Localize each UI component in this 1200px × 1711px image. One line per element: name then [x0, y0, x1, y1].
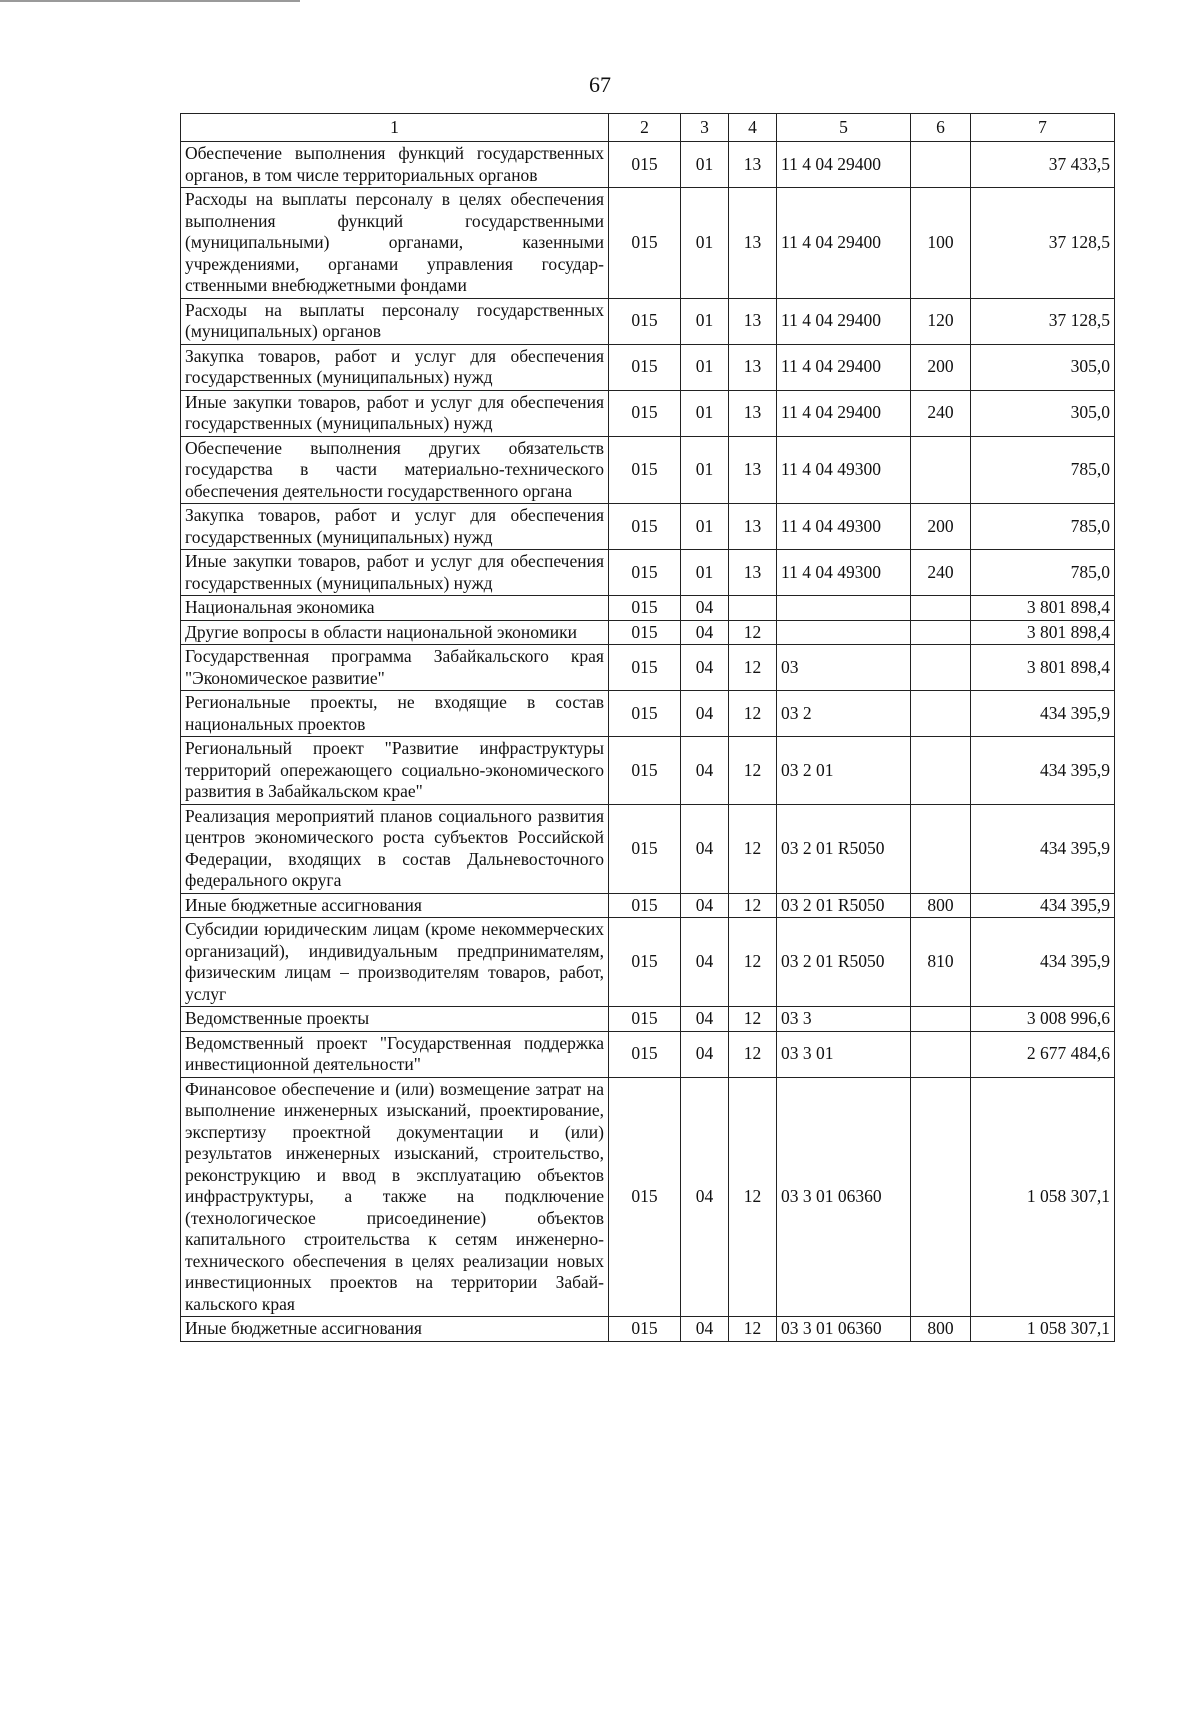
section-code-cell: 04	[681, 1031, 729, 1077]
expense-type-cell: 100	[911, 188, 971, 299]
subsection-code-cell: 13	[729, 298, 777, 344]
subsection-code-cell: 12	[729, 918, 777, 1007]
amount-cell: 2 677 484,6	[971, 1031, 1115, 1077]
expense-type-cell	[911, 645, 971, 691]
expense-name-cell: Региональные проекты, не входящие в состав национальных проектов	[181, 691, 609, 737]
table-row	[181, 436, 1115, 504]
section-code-cell: 04	[681, 1077, 729, 1317]
section-code-cell: 04	[681, 1007, 729, 1032]
expense-type-cell: 120	[911, 298, 971, 344]
table-row	[181, 645, 1115, 691]
expense-name-cell: Реализация мероприятий планов социального развития центров экономического роста субъектов Российской Федерации, входящих в состав Дальневосточного федерального округа	[181, 804, 609, 893]
subsection-code-cell: 12	[729, 691, 777, 737]
header-cell: 7	[971, 114, 1115, 142]
admin-code-cell: 015	[609, 390, 681, 436]
amount-cell: 434 395,9	[971, 737, 1115, 805]
target-article-cell	[777, 596, 911, 621]
expense-type-cell: 200	[911, 344, 971, 390]
admin-code-cell: 015	[609, 645, 681, 691]
expense-name-cell: Финансовое обеспечение и (или) возмещение затрат на выполнение инженерных изысканий, проектирование, экспертизу проектной документации и (или) результатов инженерных изысканий, строительство, реконструкцию и ввод в эксплуатацию объектов инфраструктуры, а также на подключение (технологическое присоединение) объектов капитального строительства к сетям инженерно-технического обеспечения в целях реализации новых инвестиционных проектов на территории Забайкальского края	[181, 1077, 609, 1317]
table-row	[181, 344, 1115, 390]
expense-type-cell	[911, 1077, 971, 1317]
scan-top-edge-line	[0, 0, 300, 2]
header-cell: 6	[911, 114, 971, 142]
subsection-code-cell: 12	[729, 1007, 777, 1032]
admin-code-cell: 015	[609, 298, 681, 344]
subsection-code-cell: 12	[729, 737, 777, 805]
amount-cell: 785,0	[971, 504, 1115, 550]
admin-code-cell: 015	[609, 737, 681, 805]
target-article-cell: 11 4 04 49300	[777, 504, 911, 550]
target-article-cell: 11 4 04 29400	[777, 142, 911, 188]
expense-name-cell: Закупка товаров, работ и услуг для обеспечения государственных (муниципальных) нужд	[181, 344, 609, 390]
target-article-cell: 11 4 04 49300	[777, 550, 911, 596]
expense-name-cell: Иные бюджетные ассигнования	[181, 893, 609, 918]
admin-code-cell: 015	[609, 436, 681, 504]
target-article-cell: 03 2	[777, 691, 911, 737]
admin-code-cell: 015	[609, 1317, 681, 1342]
target-article-cell: 03 3	[777, 1007, 911, 1032]
expense-name-cell: Другие вопросы в области национальной экономики	[181, 620, 609, 645]
subsection-code-cell: 12	[729, 893, 777, 918]
expense-name-cell: Расходы на выплаты персоналу в целях обеспечения выполнения функций государственными (муниципальными) органами, казенными учреждениями, органами управления государственными внебюджетными фондами	[181, 188, 609, 299]
admin-code-cell: 015	[609, 1077, 681, 1317]
subsection-code-cell: 13	[729, 390, 777, 436]
expense-type-cell	[911, 804, 971, 893]
target-article-cell: 03 3 01 06360	[777, 1317, 911, 1342]
target-article-cell	[777, 620, 911, 645]
amount-cell: 3 801 898,4	[971, 620, 1115, 645]
target-article-cell: 03	[777, 645, 911, 691]
subsection-code-cell: 12	[729, 620, 777, 645]
subsection-code-cell: 13	[729, 142, 777, 188]
section-code-cell: 01	[681, 344, 729, 390]
table-row	[181, 390, 1115, 436]
admin-code-cell: 015	[609, 344, 681, 390]
target-article-cell: 11 4 04 29400	[777, 188, 911, 299]
expense-name-cell: Обеспечение выполнения других обязательств государства в части материально-технического обеспечения деятельности государственного органа	[181, 436, 609, 504]
admin-code-cell: 015	[609, 893, 681, 918]
expense-type-cell: 240	[911, 390, 971, 436]
amount-cell: 434 395,9	[971, 804, 1115, 893]
target-article-cell: 11 4 04 29400	[777, 390, 911, 436]
expense-name-cell: Иные бюджетные ассигнования	[181, 1317, 609, 1342]
subsection-code-cell	[729, 596, 777, 621]
admin-code-cell: 015	[609, 1007, 681, 1032]
expense-type-cell: 810	[911, 918, 971, 1007]
table-row	[181, 893, 1115, 918]
amount-cell: 434 395,9	[971, 691, 1115, 737]
expense-name-cell: Государственная программа Забайкальского края "Экономическое развитие"	[181, 645, 609, 691]
header-cell: 5	[777, 114, 911, 142]
table-header-row	[181, 114, 1115, 142]
expense-type-cell: 200	[911, 504, 971, 550]
admin-code-cell: 015	[609, 918, 681, 1007]
expense-type-cell	[911, 1031, 971, 1077]
expense-type-cell	[911, 596, 971, 621]
section-code-cell: 04	[681, 596, 729, 621]
subsection-code-cell: 13	[729, 188, 777, 299]
target-article-cell: 11 4 04 49300	[777, 436, 911, 504]
expense-name-cell: Закупка товаров, работ и услуг для обеспечения государственных (муниципальных) нужд	[181, 504, 609, 550]
header-cell: 4	[729, 114, 777, 142]
expense-name-cell: Региональный проект "Развитие инфраструктуры территорий опережающего социально-экономического развития в Забайкальском крае"	[181, 737, 609, 805]
amount-cell: 434 395,9	[971, 893, 1115, 918]
expense-type-cell	[911, 142, 971, 188]
amount-cell: 785,0	[971, 550, 1115, 596]
amount-cell: 37 128,5	[971, 298, 1115, 344]
admin-code-cell: 015	[609, 188, 681, 299]
expense-name-cell: Расходы на выплаты персоналу государственных (муниципальных) органов	[181, 298, 609, 344]
target-article-cell: 03 2 01 R5050	[777, 804, 911, 893]
expense-type-cell: 800	[911, 1317, 971, 1342]
admin-code-cell: 015	[609, 596, 681, 621]
table-row	[181, 1317, 1115, 1342]
subsection-code-cell: 13	[729, 550, 777, 596]
amount-cell: 37 128,5	[971, 188, 1115, 299]
expense-name-cell: Обеспечение выполнения функций государственных органов, в том числе территориальных органов	[181, 142, 609, 188]
expense-name-cell: Иные закупки товаров, работ и услуг для обеспечения государственных (муниципальных) нужд	[181, 390, 609, 436]
table-row	[181, 918, 1115, 1007]
section-code-cell: 04	[681, 804, 729, 893]
subsection-code-cell: 12	[729, 1317, 777, 1342]
expense-name-cell: Субсидии юридическим лицам (кроме некоммерческих организаций), индивидуальным предпринимателям, физическим лицам – производителям товаров, работ, услуг	[181, 918, 609, 1007]
section-code-cell: 04	[681, 1317, 729, 1342]
table-row	[181, 550, 1115, 596]
section-code-cell: 01	[681, 550, 729, 596]
table-row	[181, 737, 1115, 805]
subsection-code-cell: 12	[729, 1031, 777, 1077]
section-code-cell: 01	[681, 390, 729, 436]
section-code-cell: 04	[681, 737, 729, 805]
subsection-code-cell: 12	[729, 804, 777, 893]
target-article-cell: 03 2 01 R5050	[777, 893, 911, 918]
expense-type-cell	[911, 691, 971, 737]
section-code-cell: 01	[681, 298, 729, 344]
admin-code-cell: 015	[609, 691, 681, 737]
target-article-cell: 11 4 04 29400	[777, 344, 911, 390]
amount-cell: 37 433,5	[971, 142, 1115, 188]
expense-type-cell: 800	[911, 893, 971, 918]
header-cell: 3	[681, 114, 729, 142]
section-code-cell: 01	[681, 142, 729, 188]
admin-code-cell: 015	[609, 504, 681, 550]
table-body	[181, 142, 1115, 1342]
section-code-cell: 04	[681, 893, 729, 918]
target-article-cell: 03 2 01 R5050	[777, 918, 911, 1007]
table-row	[181, 691, 1115, 737]
table-row	[181, 1077, 1115, 1317]
amount-cell: 785,0	[971, 436, 1115, 504]
amount-cell: 305,0	[971, 344, 1115, 390]
target-article-cell: 11 4 04 29400	[777, 298, 911, 344]
expense-type-cell	[911, 1007, 971, 1032]
expense-type-cell	[911, 737, 971, 805]
amount-cell: 3 008 996,6	[971, 1007, 1115, 1032]
expense-name-cell: Иные закупки товаров, работ и услуг для обеспечения государственных (муниципальных) нужд	[181, 550, 609, 596]
amount-cell: 1 058 307,1	[971, 1317, 1115, 1342]
expense-name-cell: Ведомственный проект "Государственная поддержка инвестиционной деятельности"	[181, 1031, 609, 1077]
section-code-cell: 01	[681, 188, 729, 299]
table-row	[181, 596, 1115, 621]
subsection-code-cell: 13	[729, 436, 777, 504]
table-row	[181, 188, 1115, 299]
expense-type-cell: 240	[911, 550, 971, 596]
admin-code-cell: 015	[609, 804, 681, 893]
expense-type-cell	[911, 620, 971, 645]
target-article-cell: 03 3 01 06360	[777, 1077, 911, 1317]
section-code-cell: 01	[681, 436, 729, 504]
section-code-cell: 04	[681, 918, 729, 1007]
admin-code-cell: 015	[609, 142, 681, 188]
amount-cell: 305,0	[971, 390, 1115, 436]
header-cell: 2	[609, 114, 681, 142]
expense-name-cell: Национальная экономика	[181, 596, 609, 621]
subsection-code-cell: 13	[729, 504, 777, 550]
table-row	[181, 804, 1115, 893]
admin-code-cell: 015	[609, 550, 681, 596]
admin-code-cell: 015	[609, 620, 681, 645]
table-row	[181, 504, 1115, 550]
section-code-cell: 04	[681, 620, 729, 645]
target-article-cell: 03 3 01	[777, 1031, 911, 1077]
target-article-cell: 03 2 01	[777, 737, 911, 805]
subsection-code-cell: 13	[729, 344, 777, 390]
amount-cell: 3 801 898,4	[971, 596, 1115, 621]
header-cell: 1	[181, 114, 609, 142]
amount-cell: 1 058 307,1	[971, 1077, 1115, 1317]
section-code-cell: 04	[681, 691, 729, 737]
table-row	[181, 620, 1115, 645]
admin-code-cell: 015	[609, 1031, 681, 1077]
section-code-cell: 04	[681, 645, 729, 691]
table-row	[181, 142, 1115, 188]
subsection-code-cell: 12	[729, 645, 777, 691]
budget-table	[180, 113, 1115, 1342]
expense-name-cell: Ведомственные проекты	[181, 1007, 609, 1032]
amount-cell: 3 801 898,4	[971, 645, 1115, 691]
table-row	[181, 1031, 1115, 1077]
table-row	[181, 298, 1115, 344]
amount-cell: 434 395,9	[971, 918, 1115, 1007]
subsection-code-cell: 12	[729, 1077, 777, 1317]
table-row	[181, 1007, 1115, 1032]
page-number: 67	[589, 72, 611, 97]
expense-type-cell	[911, 436, 971, 504]
section-code-cell: 01	[681, 504, 729, 550]
